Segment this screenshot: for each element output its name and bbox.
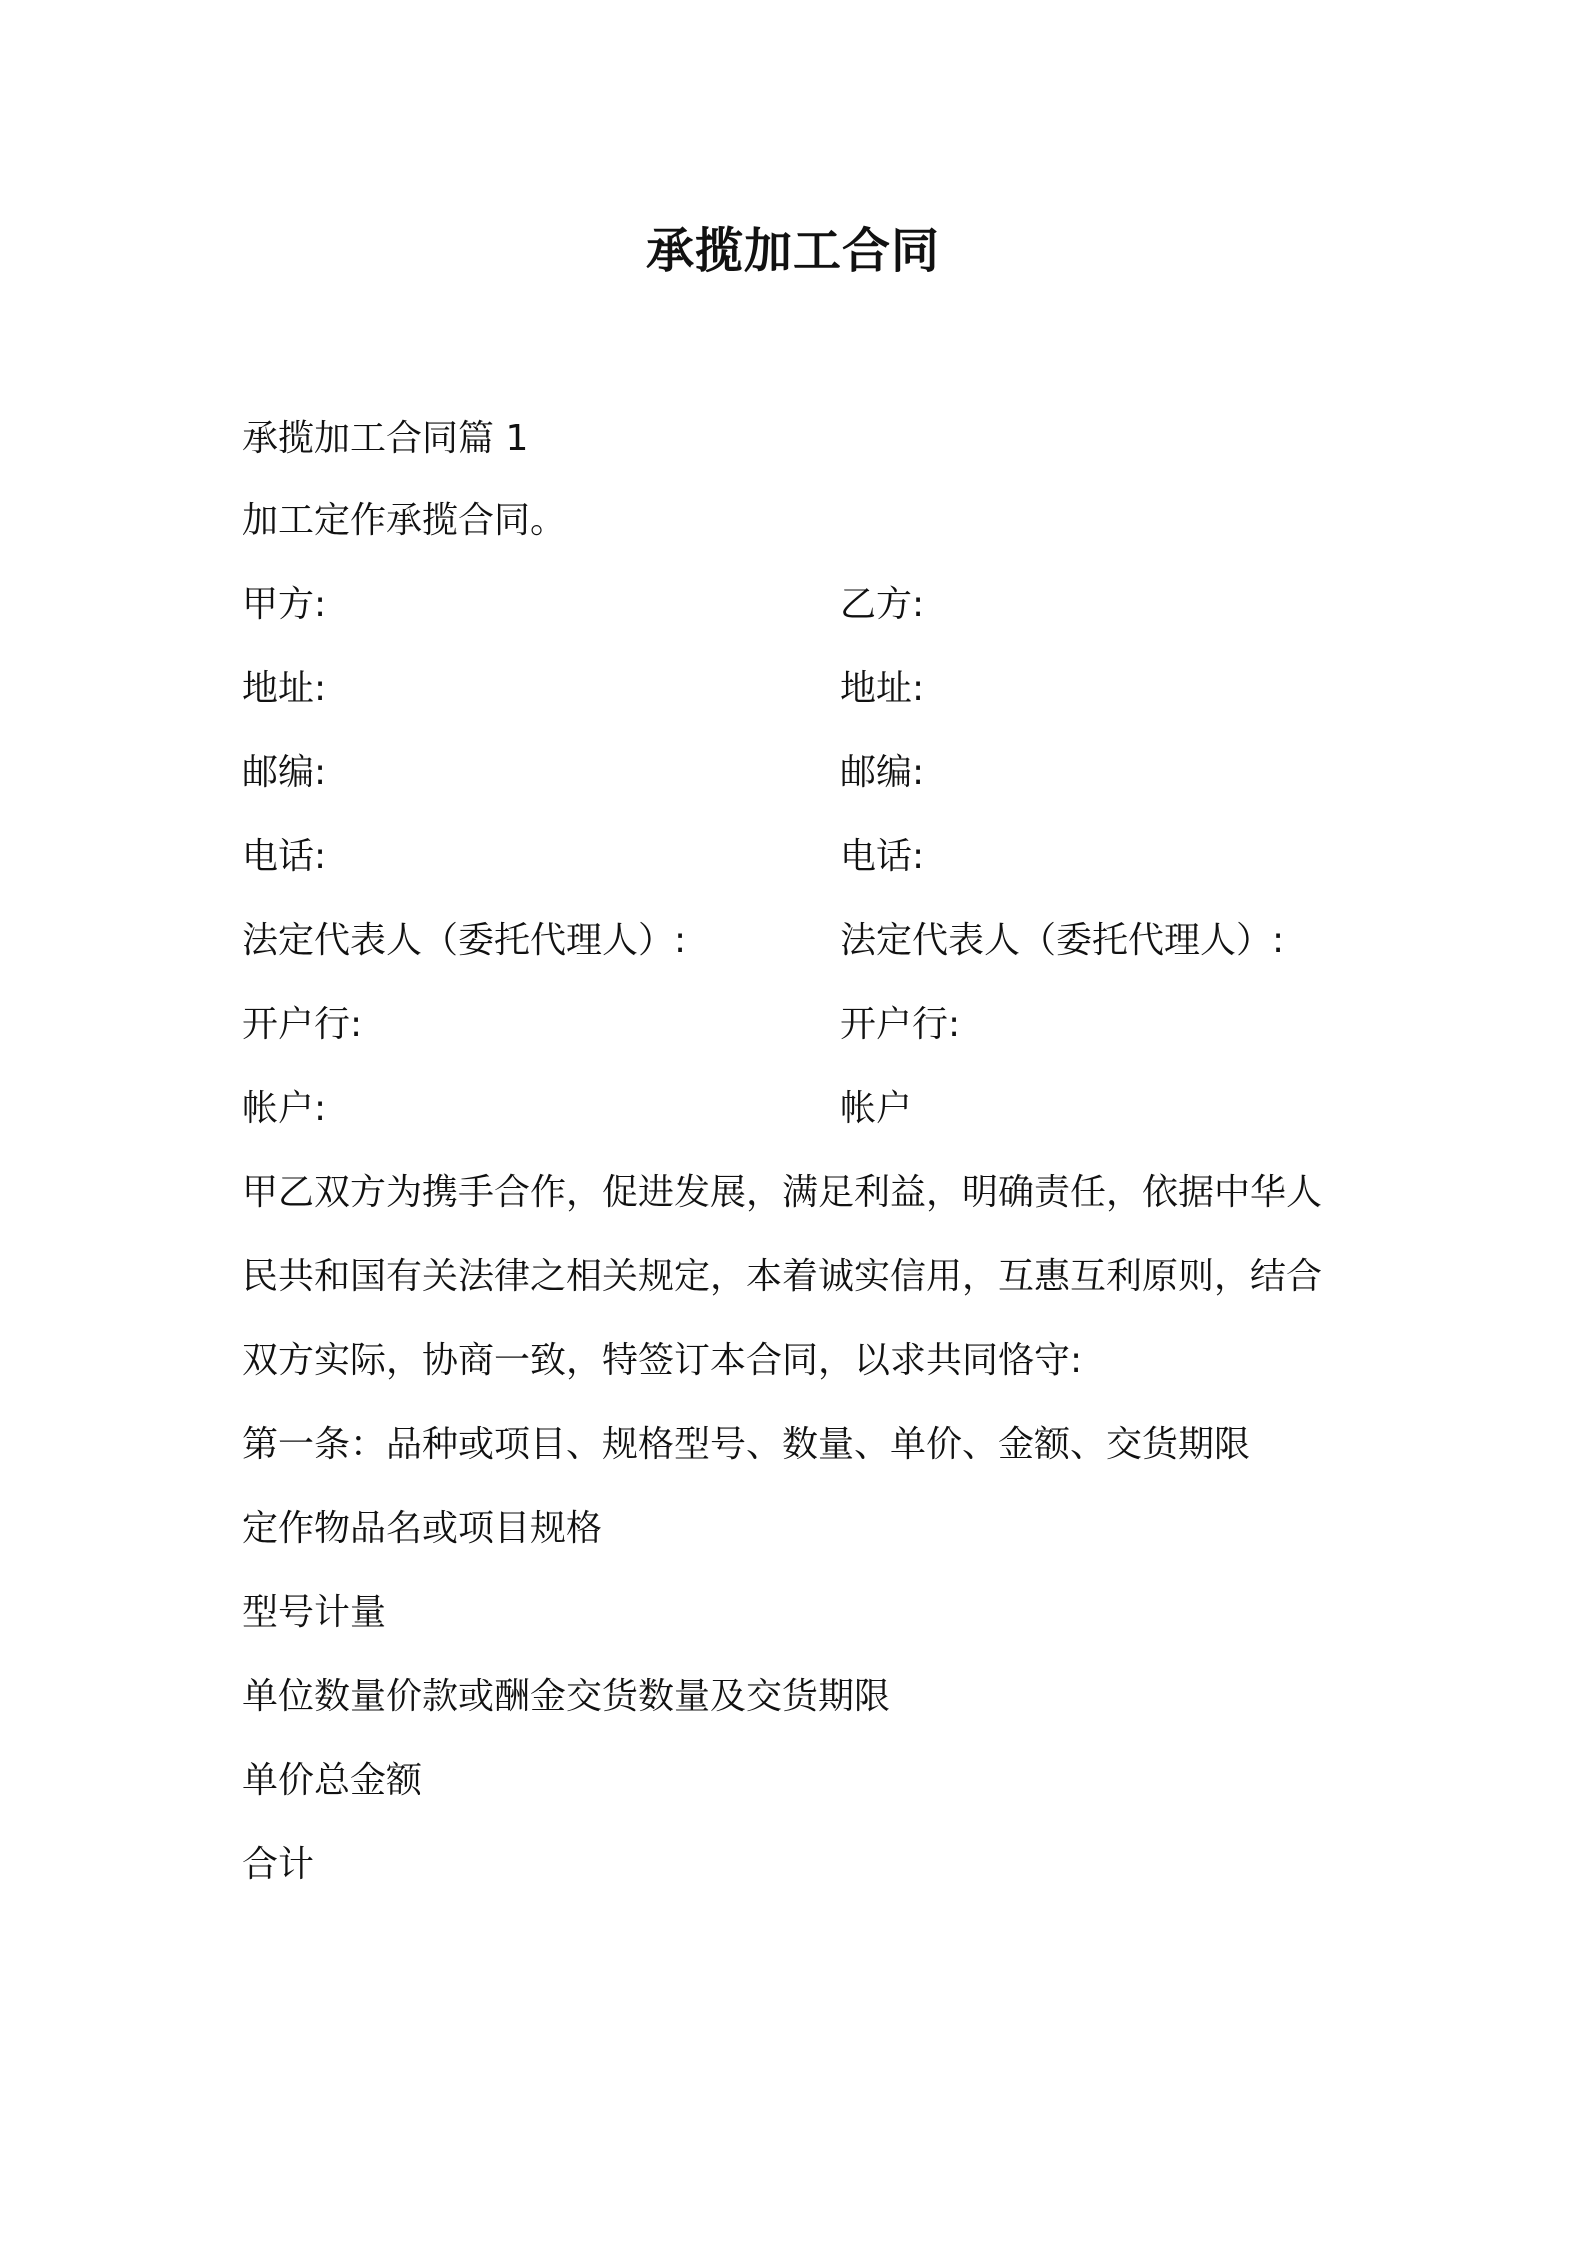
table-line-2: 型号计量 xyxy=(242,1592,387,1633)
preamble-line-3: 双方实际，协商一致，特签订本合同，以求共同恪守: xyxy=(242,1340,1083,1381)
table-line-4: 单价总金额 xyxy=(242,1760,423,1801)
preamble-line-1: 甲乙双方为携手合作，促进发展，满足利益，明确责任，依据中华人 xyxy=(242,1172,1323,1213)
party-row-party xyxy=(0,581,1586,629)
contract-name: 加工定作承揽合同。 xyxy=(242,500,567,541)
party-a-representative-label: 法定代表人（委托代理人）: xyxy=(242,920,687,961)
document-title: 承揽加工合同 xyxy=(645,223,940,279)
section-heading: 承揽加工合同篇 1 xyxy=(242,418,529,459)
party-row-account xyxy=(0,1085,1586,1133)
party-a-address-label: 地址: xyxy=(242,668,327,709)
party-row-postcode xyxy=(0,749,1586,797)
party-row-bank xyxy=(0,1001,1586,1049)
party-b-postcode-label: 邮编: xyxy=(840,752,925,793)
party-a-account-label: 帐户: xyxy=(242,1088,327,1129)
party-a-phone-label: 电话: xyxy=(242,836,327,877)
party-a-label: 甲方: xyxy=(242,584,327,625)
article-1-heading: 第一条：品种或项目、规格型号、数量、单价、金额、交货期限 xyxy=(242,1424,1251,1465)
party-b-bank-label: 开户行: xyxy=(840,1004,961,1045)
table-line-3: 单位数量价款或酬金交货数量及交货期限 xyxy=(242,1676,891,1717)
party-b-address-label: 地址: xyxy=(840,668,925,709)
party-b-label: 乙方: xyxy=(840,584,925,625)
party-b-representative-label: 法定代表人（委托代理人）: xyxy=(840,920,1285,961)
party-b-account-label: 帐户 xyxy=(840,1088,913,1129)
party-a-postcode-label: 邮编: xyxy=(242,752,327,793)
party-row-representative xyxy=(0,917,1586,965)
party-row-phone xyxy=(0,833,1586,881)
preamble-line-2: 民共和国有关法律之相关规定，本着诚实信用，互惠互利原则，结合 xyxy=(242,1256,1323,1297)
party-a-bank-label: 开户行: xyxy=(242,1004,363,1045)
table-line-5: 合计 xyxy=(242,1844,315,1885)
table-line-1: 定作物品名或项目规格 xyxy=(242,1508,603,1549)
party-row-address xyxy=(0,665,1586,713)
party-b-phone-label: 电话: xyxy=(840,836,925,877)
